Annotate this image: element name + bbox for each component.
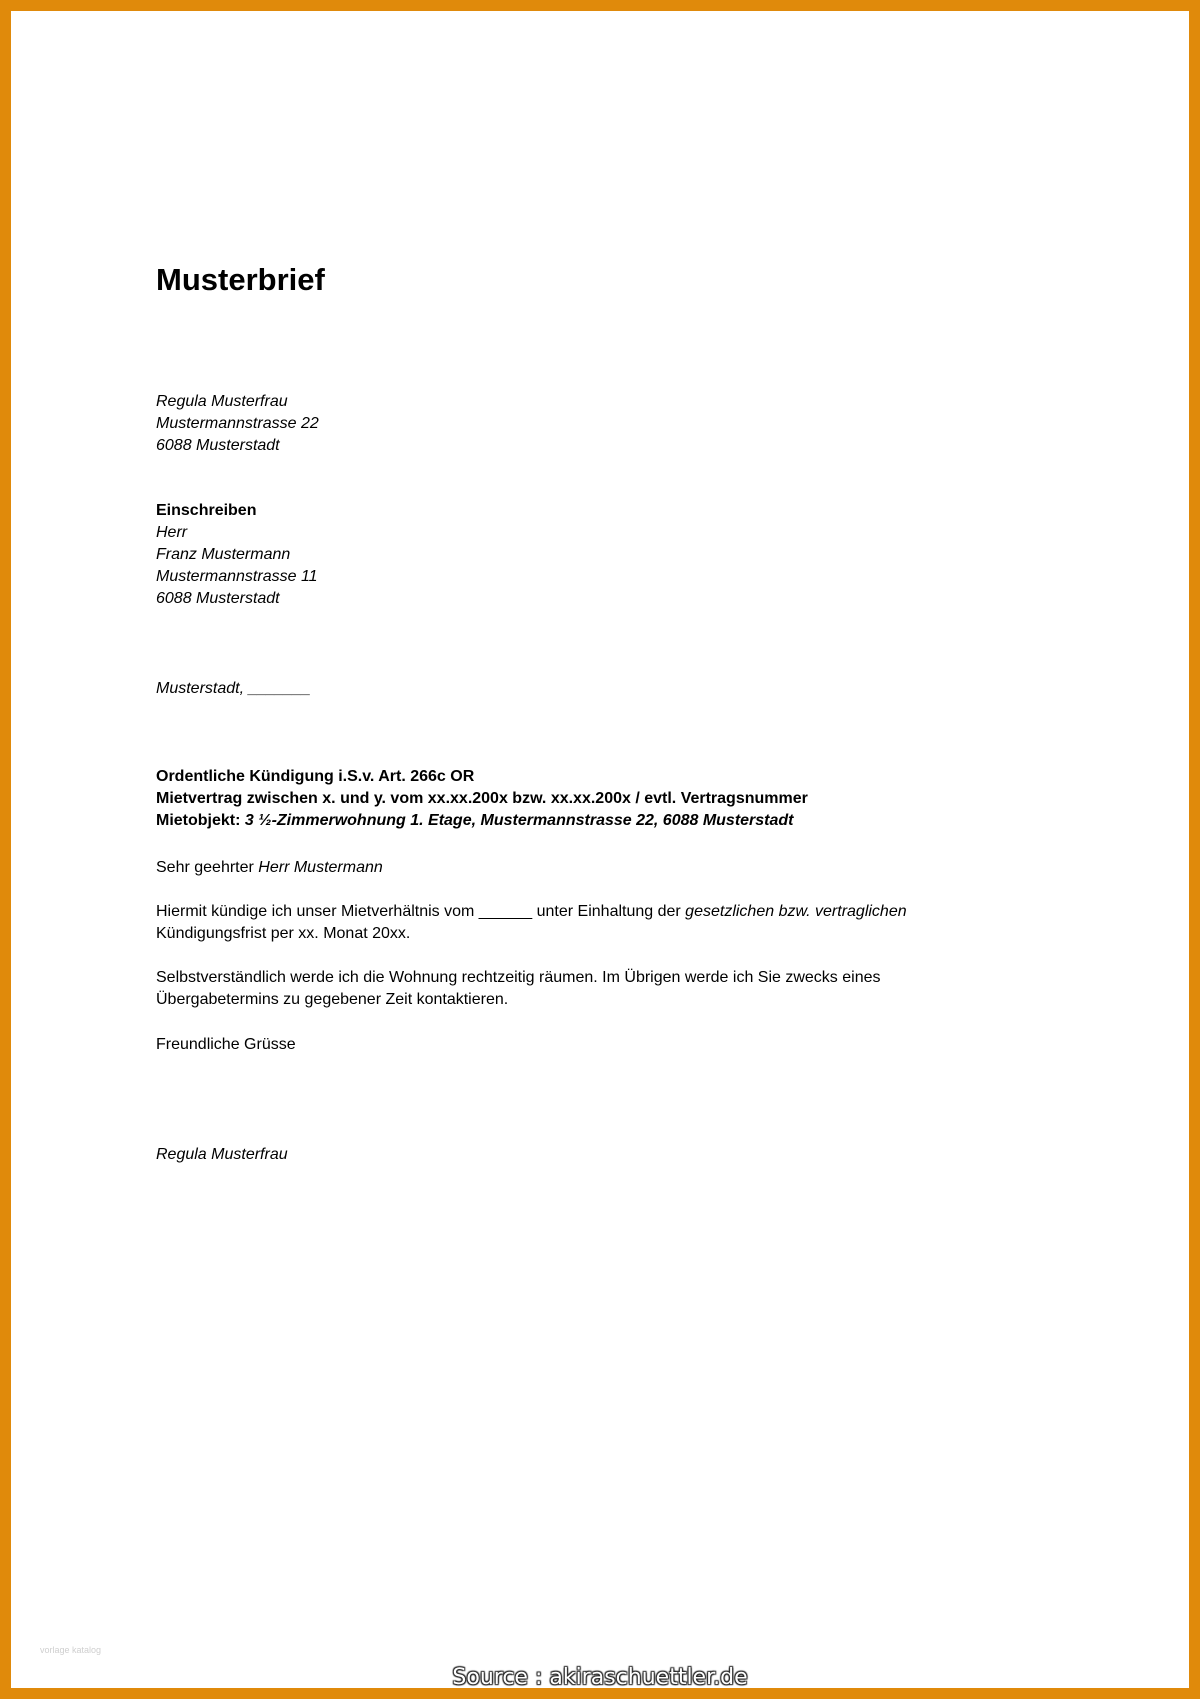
recipient-name: Franz Mustermann: [156, 546, 291, 563]
paragraph-2-line-2: Übergabetermins zu gegebener Zeit kontaktieren.: [156, 991, 509, 1008]
recipient-title: Herr: [156, 524, 188, 541]
salutation-name: Herr Mustermann: [258, 859, 383, 876]
recipient-city: 6088 Musterstadt: [156, 590, 280, 607]
salutation-prefix: Sehr geehrter: [156, 859, 259, 876]
subject-block: [156, 766, 808, 832]
closing: Freundliche Grüsse: [156, 1036, 296, 1053]
letter-title: Musterbrief: [156, 262, 325, 297]
paragraph-1: [156, 901, 907, 945]
subject-line-1: Ordentliche Kündigung i.S.v. Art. 266c OR: [156, 768, 475, 785]
sender-city: 6088 Musterstadt: [156, 437, 280, 454]
paragraph-1-italic: gesetzlichen bzw. vertraglichen: [685, 903, 907, 920]
paragraph-2-line-1: Selbstverständlich werde ich die Wohnung rechtzeitig räumen. Im Übrigen werde ich Sie zwecks eines: [156, 969, 881, 986]
source-caption: Source : akiraschuettler.de: [452, 1665, 748, 1690]
recipient-address: [156, 500, 318, 610]
recipient-street: Mustermannstrasse 11: [156, 568, 318, 585]
subject-object-label: Mietobjekt:: [156, 812, 245, 829]
sender-address: [156, 391, 319, 457]
paragraph-1-line-1: [156, 901, 907, 923]
mail-type: Einschreiben: [156, 502, 257, 519]
paragraph-1-line-2: Kündigungsfrist per xx. Monat 20xx.: [156, 925, 411, 942]
subject-object-value: 3 ½-Zimmerwohnung 1. Etage, Mustermannstrasse 22, 6088 Musterstadt: [244, 812, 794, 829]
subject-line-3: [156, 810, 808, 832]
sender-street: Mustermannstrasse 22: [156, 415, 319, 432]
place-date: Musterstadt, _______: [156, 680, 311, 697]
salutation: [156, 857, 383, 879]
subject-line-2: Mietvertrag zwischen x. und y. vom xx.xx.200x bzw. xx.xx.200x / evtl. Vertragsnummer: [156, 790, 808, 807]
signature: Regula Musterfrau: [156, 1146, 288, 1163]
paragraph-2: [156, 967, 881, 1011]
sender-name: Regula Musterfrau: [156, 393, 288, 410]
watermark-text: vorlage katalog: [40, 1645, 102, 1655]
paragraph-1-text: Hiermit kündige ich unser Mietverhältnis vom ______ unter Einhaltung der: [156, 903, 686, 920]
